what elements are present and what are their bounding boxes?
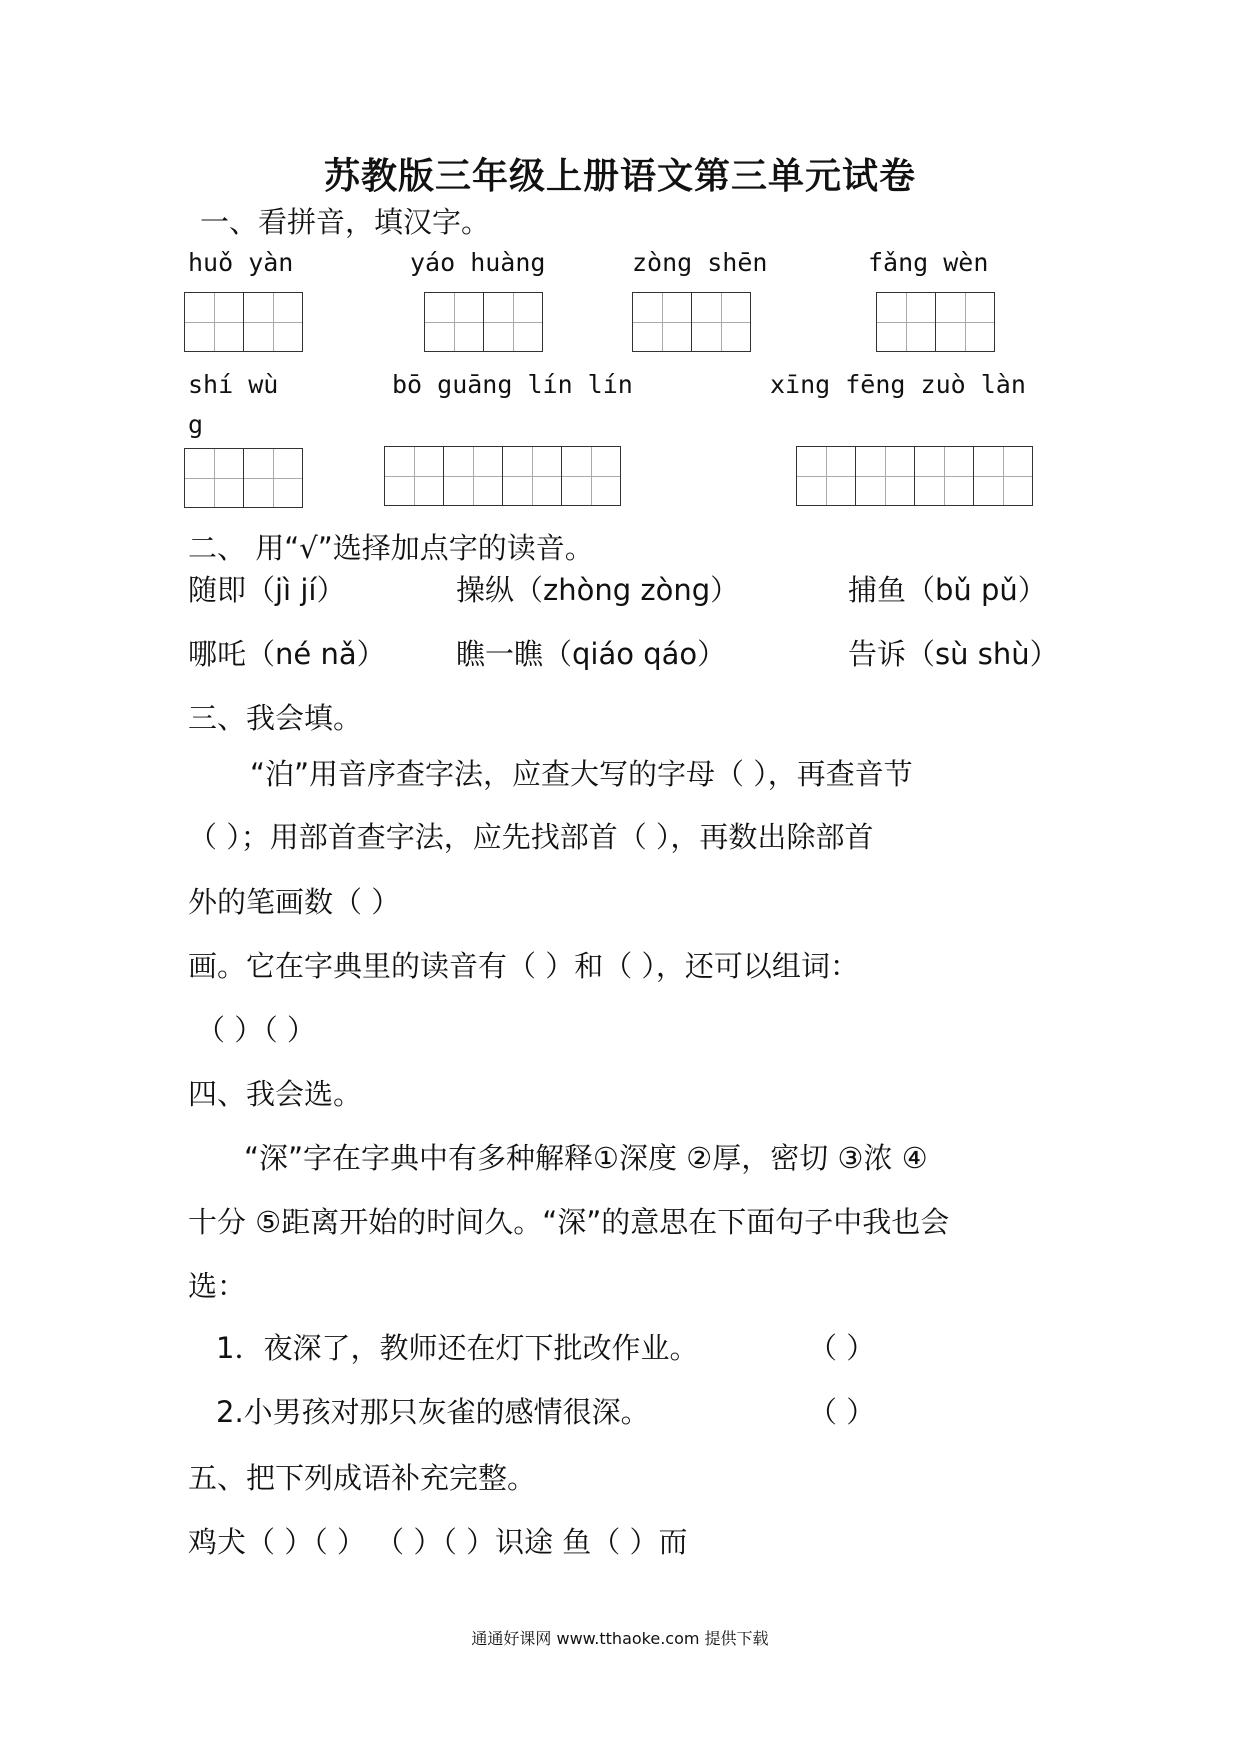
- char-grid-7[interactable]: [796, 446, 1033, 506]
- pinyin-1: huǒ yàn: [188, 248, 294, 277]
- page-title: 苏教版三年级上册语文第三单元试卷: [323, 156, 916, 197]
- pinyin-6: bō guāng lín lín: [392, 370, 633, 399]
- select-line-3: 选：: [188, 1269, 247, 1303]
- pinyin-2: yáo huàng: [410, 248, 546, 277]
- fill-line-3: 外的笔画数（ ）: [188, 885, 401, 919]
- char-grid-3[interactable]: [632, 292, 751, 352]
- char-grid-4[interactable]: [876, 292, 995, 352]
- fill-line-5: （ ）（ ）: [196, 1013, 316, 1047]
- pronunciation-item-1[interactable]: 随即（jì jí）: [188, 573, 346, 607]
- pinyin-3: zòng shēn: [632, 248, 768, 277]
- section-2-heading: 二、 用“√”选择加点字的读音。: [188, 531, 594, 565]
- pinyin-4: fǎng wèn: [868, 248, 989, 277]
- section-5-heading: 五、把下列成语补充完整。: [188, 1461, 537, 1495]
- answer-blank-2[interactable]: （ ）: [808, 1395, 876, 1429]
- section-1-heading: 一、看拼音，填汉字。: [200, 205, 491, 239]
- char-grid-6[interactable]: [384, 446, 621, 506]
- select-line-2: 十分 ⑤距离开始的时间久。“深”的意思在下面句子中我也会: [188, 1205, 950, 1239]
- section-3-heading: 三、我会填。: [188, 701, 363, 735]
- fill-line-2: （ ）；用部首查字法，应先找部首（ ），再数出除部首: [188, 820, 874, 854]
- char-grid-5[interactable]: [184, 448, 303, 508]
- section-4-heading: 四、我会选。: [188, 1077, 363, 1111]
- pronunciation-item-6[interactable]: 告诉（sù shù）: [848, 637, 1059, 671]
- select-question-2: 2.小男孩对那只灰雀的感情很深。: [216, 1395, 650, 1429]
- pinyin-7: xīng fēng zuò làn: [770, 370, 1026, 399]
- select-question-1: 1．夜深了，教师还在灯下批改作业。: [216, 1331, 699, 1365]
- pinyin-7-wrap: g: [188, 410, 204, 439]
- select-line-1: “深”字在字典中有多种解释①深度 ②厚，密切 ③浓 ④: [244, 1141, 928, 1175]
- pronunciation-item-5[interactable]: 瞧一瞧（qiáo qáo）: [456, 637, 727, 671]
- fill-line-4: 画。它在字典里的读音有（ ）和（ ），还可以组词：: [188, 949, 859, 983]
- pronunciation-item-4[interactable]: 哪吒（né nǎ）: [188, 637, 386, 671]
- answer-blank-1[interactable]: （ ）: [808, 1331, 876, 1365]
- char-grid-2[interactable]: [424, 292, 543, 352]
- pinyin-5: shí wù: [188, 370, 279, 399]
- fill-line-1: “泊”用音序查字法，应查大写的字母（ ），再查音节: [250, 757, 913, 791]
- pronunciation-item-2[interactable]: 操纵（zhòng zòng）: [456, 573, 740, 607]
- char-grid-1[interactable]: [184, 292, 303, 352]
- idiom-line-1: 鸡犬（ ）（ ） （ ）（ ）识途 鱼（ ）而: [188, 1525, 688, 1559]
- pronunciation-item-3[interactable]: 捕鱼（bǔ pǔ）: [848, 573, 1047, 607]
- footer-credit: 通通好课网 www.tthaoke.com 提供下载: [471, 1629, 769, 1648]
